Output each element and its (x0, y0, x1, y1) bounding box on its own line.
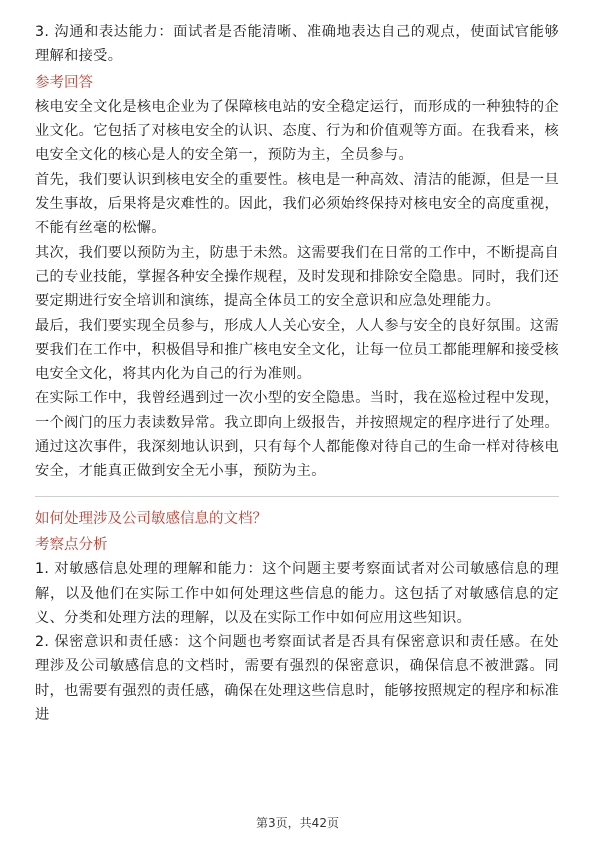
analysis-point: 1. 对敏感信息处理的理解和能力：这个问题主要考察面试者对公司敏感信息的理解，以及他们在实际工作中如何处理这些信息的能力。这包括了对敏感信息的定义、分类和处理方法的理解，以及在实际工作中如何应用这些知识。 (35, 561, 559, 626)
answer-paragraph: 最后，我们要实现全员参与，形成人人关心安全，人人参与安全的良好氛围。这需要我们在工作中，积极倡导和推广核电安全文化，让每一位员工都能理解和接受核电安全文化，将其内化为自己的行为准则。 (35, 317, 559, 383)
document-page (35, 20, 559, 727)
answer-paragraph: 核电安全文化是核电企业为了保障核电站的安全稳定运行，而形成的一种独特的企业文化。它包括了对核电安全的认识、态度、行为和价值观等方面。在我看来，核电安全文化的核心是人的安全第一，预防为主，全员参与。 (35, 98, 559, 164)
answer-paragraph: 首先，我们要认识到核电安全的重要性。核电是一种高效、清洁的能源，但是一旦发生事故，后果将是灾难性的。因此，我们必须始终保持对核电安全的高度重视，不能有丝毫的松懈。 (35, 171, 559, 237)
page-number: 第3页，共42页 (256, 816, 339, 830)
analysis-point: 2. 保密意识和责任感：这个问题也考察面试者是否具有保密意识和责任感。在处理涉及公司敏感信息的文档时，需要有强烈的保密意识，确保信息不被泄露。同时，也需要有强烈的责任感，确保在处理这些信息时，能够按照规定的程序和标准进 (35, 634, 559, 724)
analysis-heading: 考察点分析 (35, 536, 108, 553)
section-divider (35, 496, 559, 497)
answer-paragraph: 在实际工作中，我曾经遇到过一次小型的安全隐患。当时，我在巡检过程中发现，一个阀门的压力表读数异常。我立即向上级报告，并按照规定的程序进行了处理。通过这次事件，我深刻地认识到，只有每个人都能像对待自己的生命一样对待核电安全，才能真正做到安全无小事，预防为主。 (35, 390, 559, 480)
reference-answer-heading: 参考回答 (35, 74, 93, 91)
answer-paragraph: 其次，我们要以预防为主，防患于未然。这需要我们在日常的工作中，不断提高自己的专业技能，掌握各种安全操作规程，及时发现和排除安全隐患。同时，我们还要定期进行安全培训和演练，提高全体员工的安全意识和应急处理能力。 (35, 244, 559, 310)
question-title: 如何处理涉及公司敏感信息的文档？ (35, 510, 267, 527)
evaluation-point-3: 3. 沟通和表达能力：面试者是否能清晰、准确地表达自己的观点，使面试官能够理解和接受。 (35, 24, 559, 65)
